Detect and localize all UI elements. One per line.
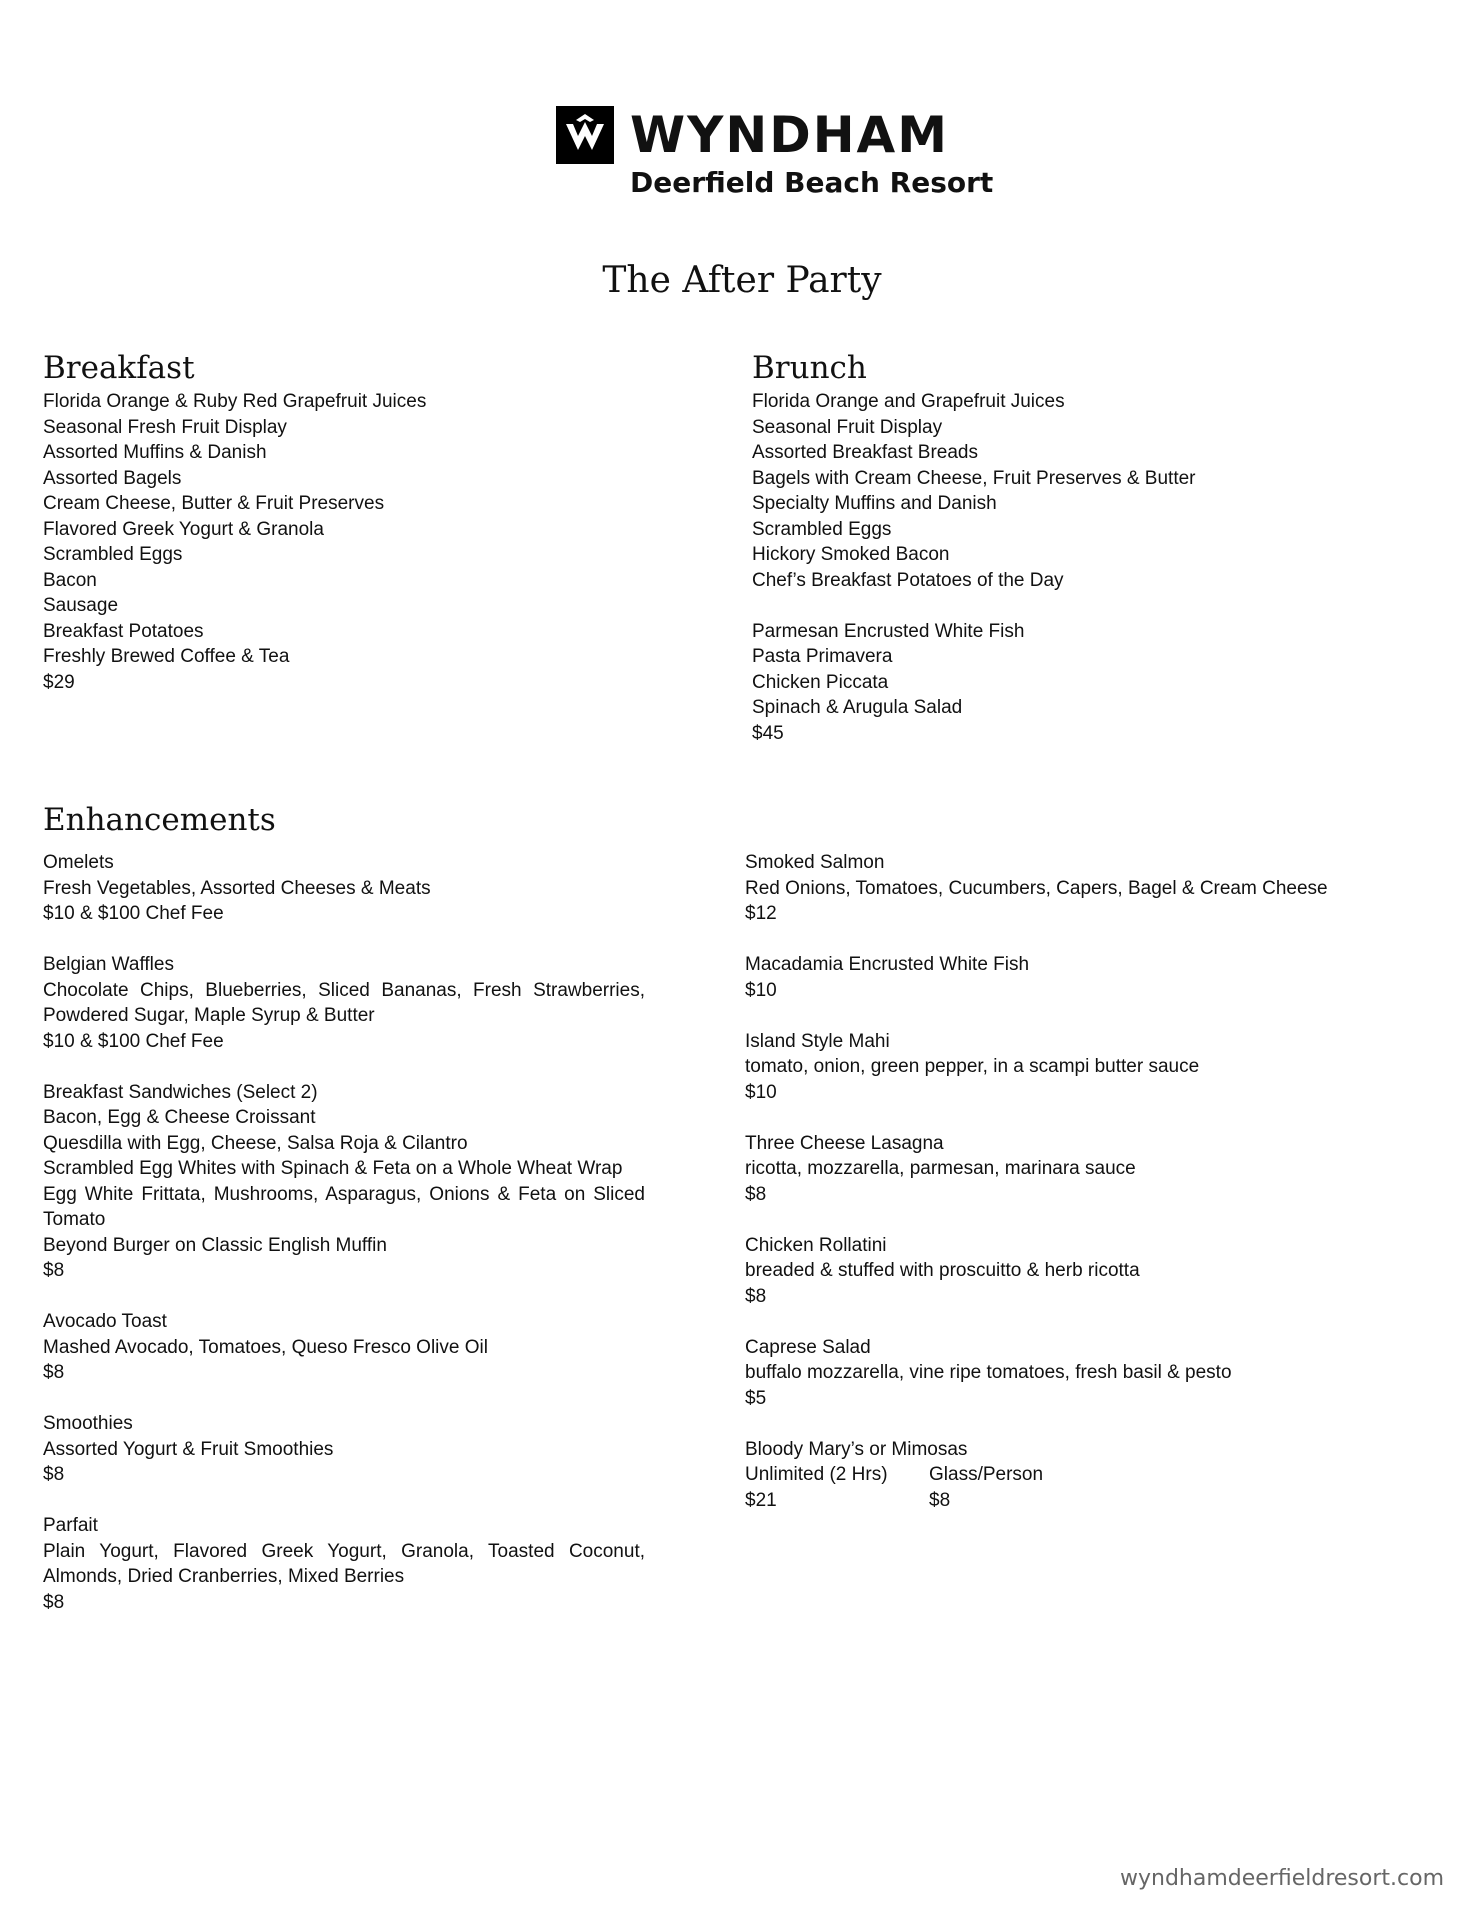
list-item: Bacon, Egg & Cheese Croissant xyxy=(43,1107,316,1128)
list-item: Breakfast Potatoes xyxy=(43,620,204,642)
item-desc: Fresh Vegetables, Assorted Cheeses & Meats xyxy=(43,877,431,899)
item-name: Parfait xyxy=(43,1515,98,1536)
menu-title: The After Party xyxy=(602,260,882,301)
list-item: Bacon xyxy=(43,569,97,591)
list-item: Chef’s Breakfast Potatoes of the Day xyxy=(752,569,1064,591)
list-item: Beyond Burger on Classic English Muffin xyxy=(43,1234,387,1256)
list-item: Egg White Frittata, Mushrooms, Asparagus, Onions & Feta on Sliced Tomato xyxy=(43,1183,645,1230)
item-name: Avocado Toast xyxy=(43,1311,167,1332)
list-item: Seasonal Fresh Fruit Display xyxy=(43,416,287,438)
list-item: Hickory Smoked Bacon xyxy=(752,544,950,565)
item-name: Smoothies xyxy=(43,1413,133,1434)
item-name: Three Cheese Lasagna xyxy=(745,1132,944,1154)
enhancements-right xyxy=(745,850,1445,1539)
website-link[interactable]: wyndhamdeerfieldresort.com xyxy=(1120,1866,1444,1891)
list-item: Assorted Muffins & Danish xyxy=(43,442,267,463)
item-desc: Plain Yogurt, Flavored Greek Yogurt, Granola, Toasted Coconut, Almonds, Dried Cranberries, Mixed Berries xyxy=(43,1540,645,1587)
drink-price-glass: $8 xyxy=(929,1489,951,1511)
drinks-item xyxy=(745,1437,1445,1514)
list-item: Parmesan Encrusted White Fish xyxy=(752,620,1025,642)
sandwiches-item xyxy=(43,1080,645,1284)
list-item: Pasta Primavera xyxy=(752,646,893,667)
list-item: Scrambled Eggs xyxy=(43,544,183,565)
item-price: $5 xyxy=(745,1387,767,1409)
list-item: Seasonal Fruit Display xyxy=(752,416,943,438)
item-price: $8 xyxy=(43,1464,65,1485)
mahi-item xyxy=(745,1029,1445,1106)
drink-prices-row xyxy=(745,1488,1445,1514)
item-desc: Mashed Avocado, Tomatoes, Queso Fresco Olive Oil xyxy=(43,1336,488,1358)
item-price: $8 xyxy=(745,1285,767,1307)
item-price: $10 xyxy=(745,1081,777,1103)
wyndham-flower-icon xyxy=(556,106,614,164)
property-name: Deerfield Beach Resort xyxy=(630,166,994,199)
wyndham-logo xyxy=(556,104,1002,200)
list-item: Specialty Muffins and Danish xyxy=(752,493,997,514)
caprese-item xyxy=(745,1335,1445,1412)
item-price: $12 xyxy=(745,903,777,924)
item-name: Bloody Mary’s or Mimosas xyxy=(745,1438,968,1460)
item-desc: Assorted Yogurt & Fruit Smoothies xyxy=(43,1438,334,1460)
breakfast-list xyxy=(43,389,643,695)
salmon-item xyxy=(745,850,1445,927)
item-desc: Red Onions, Tomatoes, Cucumbers, Capers, Bagel & Cream Cheese xyxy=(745,877,1328,899)
drink-price-unlimited: $21 xyxy=(745,1489,777,1511)
list-item: Scrambled Eggs xyxy=(752,518,892,540)
lasagna-item xyxy=(745,1131,1445,1208)
rollatini-item xyxy=(745,1233,1445,1310)
item-name: Breakfast Sandwiches (Select 2) xyxy=(43,1081,318,1103)
list-item: Spinach & Arugula Salad xyxy=(752,697,963,718)
avocado-item xyxy=(43,1309,645,1386)
item-name: Island Style Mahi xyxy=(745,1030,890,1052)
list-item: Assorted Bagels xyxy=(43,467,182,489)
list-item: Flavored Greek Yogurt & Granola xyxy=(43,518,324,540)
list-item: Chicken Piccata xyxy=(752,671,889,693)
list-item: Florida Orange and Grapefruit Juices xyxy=(752,391,1065,412)
list-item: Cream Cheese, Butter & Fruit Preserves xyxy=(43,493,385,514)
item-name: Chicken Rollatini xyxy=(745,1234,887,1256)
omelets-item xyxy=(43,850,645,927)
parfait-item xyxy=(43,1513,645,1615)
macadamia-item xyxy=(745,952,1445,1003)
waffles-item xyxy=(43,952,645,1054)
smoothies-item xyxy=(43,1411,645,1488)
item-name: Omelets xyxy=(43,852,114,873)
breakfast-heading: Breakfast xyxy=(43,350,195,386)
drink-option-glass: Glass/Person xyxy=(929,1464,1044,1485)
item-desc: ricotta, mozzarella, parmesan, marinara sauce xyxy=(745,1158,1136,1179)
item-name: Belgian Waffles xyxy=(43,954,174,975)
list-item: Bagels with Cream Cheese, Fruit Preserves & Butter xyxy=(752,467,1196,489)
item-price: $8 xyxy=(43,1362,65,1383)
item-price: $10 xyxy=(745,979,777,1001)
brunch-price: $45 xyxy=(752,722,784,744)
item-price: $10 & $100 Chef Fee xyxy=(43,903,224,924)
brand-name: WYNDHAM xyxy=(630,106,950,164)
item-desc: breaded & stuffed with proscuitto & herb ricotta xyxy=(745,1260,1140,1281)
item-name: Caprese Salad xyxy=(745,1336,871,1358)
list-item: Florida Orange & Ruby Red Grapefruit Juices xyxy=(43,391,427,412)
item-name: Smoked Salmon xyxy=(745,852,885,873)
item-name: Macadamia Encrusted White Fish xyxy=(745,954,1030,975)
item-desc: tomato, onion, green pepper, in a scampi butter sauce xyxy=(745,1056,1200,1077)
enhancements-left xyxy=(43,850,645,1641)
item-desc: buffalo mozzarella, vine ripe tomatoes, fresh basil & pesto xyxy=(745,1362,1232,1383)
brunch-list xyxy=(752,389,1432,746)
enhancements-heading: Enhancements xyxy=(43,802,276,838)
brunch-heading: Brunch xyxy=(752,350,867,386)
breakfast-price: $29 xyxy=(43,671,75,693)
item-price: $8 xyxy=(43,1591,65,1613)
list-item: Sausage xyxy=(43,595,119,616)
item-price: $8 xyxy=(745,1183,767,1205)
item-price: $10 & $100 Chef Fee xyxy=(43,1030,224,1052)
drink-options-row xyxy=(745,1462,1445,1488)
item-price: $8 xyxy=(43,1260,65,1281)
item-desc: Chocolate Chips, Blueberries, Sliced Bananas, Fresh Strawberries, Powdered Sugar, Maple Syrup & Butter xyxy=(43,979,645,1026)
drink-option-unlimited: Unlimited (2 Hrs) xyxy=(745,1464,888,1485)
list-item: Scrambled Egg Whites with Spinach & Feta on a Whole Wheat Wrap xyxy=(43,1158,623,1179)
list-item: Quesdilla with Egg, Cheese, Salsa Roja & Cilantro xyxy=(43,1132,468,1154)
list-item: Freshly Brewed Coffee & Tea xyxy=(43,646,290,667)
list-item: Assorted Breakfast Breads xyxy=(752,442,978,463)
